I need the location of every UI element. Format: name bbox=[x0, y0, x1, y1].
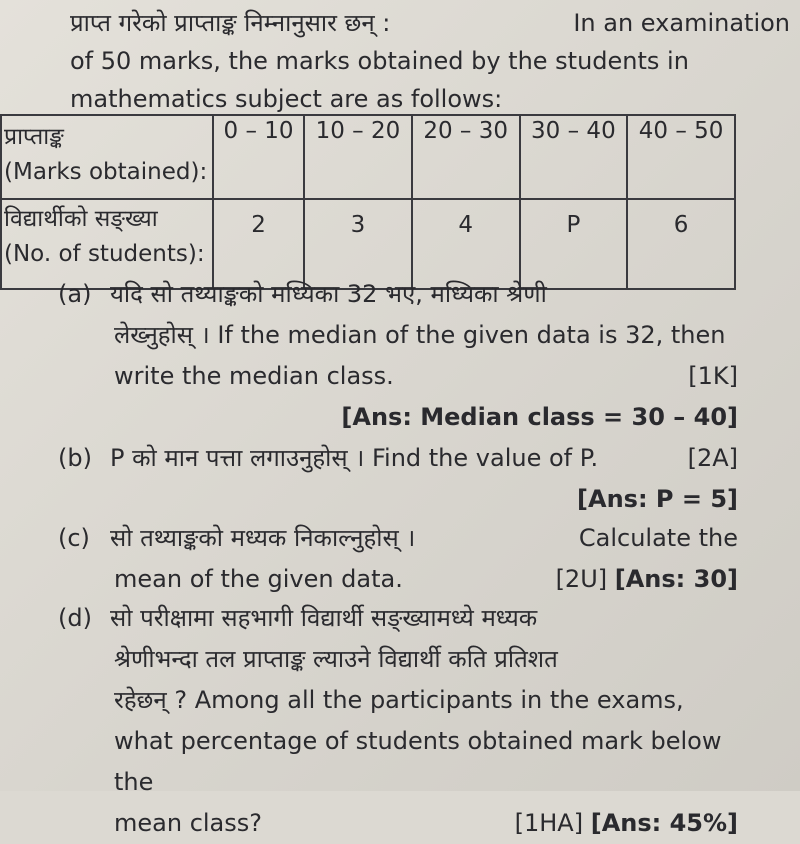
students-cell: P bbox=[520, 199, 628, 289]
question-a bbox=[58, 274, 738, 438]
class-cell: 10 – 20 bbox=[304, 115, 412, 199]
class-cell: 30 – 40 bbox=[520, 115, 628, 199]
class-cell: 0 – 10 bbox=[213, 115, 304, 199]
students-header-english: (No. of students): bbox=[4, 241, 205, 267]
question-a-marks: [1K] bbox=[688, 362, 738, 390]
question-b-label: (b) bbox=[58, 444, 92, 472]
question-c-label: (c) bbox=[58, 524, 90, 552]
question-b bbox=[58, 438, 738, 520]
students-cell: 6 bbox=[627, 199, 735, 289]
question-d-marks: [1HA] bbox=[514, 809, 584, 837]
question-d-label: (d) bbox=[58, 604, 92, 632]
question-d-line-3: रहेछन् ? Among all the participants in the exams, bbox=[114, 686, 684, 714]
question-b-line-1: P को मान पत्ता लगाउनुहोस् । Find the value of P. bbox=[110, 444, 599, 472]
question-b-marks: [2A] bbox=[687, 444, 738, 472]
question-b-answer: [Ans: P = 5] bbox=[577, 485, 738, 513]
question-a-line-2: लेख्नुहोस् । If the median of the given data is 32, then bbox=[114, 321, 726, 349]
question-c bbox=[58, 518, 738, 600]
marks-header-cell bbox=[1, 115, 213, 199]
question-c-line-1-nepali: सो तथ्याङ्कको मध्यक निकाल्नुहोस् । bbox=[110, 524, 416, 552]
marks-header-english: (Marks obtained): bbox=[4, 159, 208, 185]
question-c-line-2: mean of the given data. bbox=[114, 565, 403, 593]
question-d-answer: [Ans: 45%] bbox=[590, 809, 738, 837]
intro-nepali: प्राप्त गरेको प्राप्ताङ्क निम्नानुसार छन् : bbox=[70, 9, 391, 37]
problem-statement bbox=[70, 4, 790, 118]
frequency-table bbox=[0, 114, 736, 290]
table-row-marks bbox=[1, 115, 735, 199]
students-cell: 4 bbox=[412, 199, 520, 289]
question-a-line-3: write the median class. bbox=[114, 362, 394, 390]
question-c-answer: [Ans: 30] bbox=[614, 565, 738, 593]
students-header-nepali: विद्यार्थीको सङ्ख्या bbox=[4, 206, 158, 232]
question-d-line-4: what percentage of students obtained mark below the bbox=[114, 727, 722, 796]
question-d-line-1: सो परीक्षामा सहभागी विद्यार्थी सङ्ख्यामध्ये मध्यक bbox=[110, 604, 538, 632]
question-a-label: (a) bbox=[58, 280, 92, 308]
question-a-line-1: यदि सो तथ्याङ्कको मध्यिका 32 भए, मध्यिका श्रेणी bbox=[110, 280, 547, 308]
question-d-line-5: mean class? bbox=[114, 809, 263, 837]
intro-line-2: of 50 marks, the marks obtained by the students in bbox=[70, 47, 689, 75]
question-c-line-1-english: Calculate the bbox=[578, 524, 738, 552]
students-cell: 3 bbox=[304, 199, 412, 289]
question-d bbox=[58, 598, 738, 844]
marks-header-nepali: प्राप्ताङ्क bbox=[4, 124, 64, 150]
intro-line-3: mathematics subject are as follows: bbox=[70, 85, 503, 113]
question-c-marks: [2U] bbox=[555, 565, 608, 593]
class-cell: 20 – 30 bbox=[412, 115, 520, 199]
question-d-line-2: श्रेणीभन्दा तल प्राप्ताङ्क ल्याउने विद्यार्थी कति प्रतिशत bbox=[114, 645, 558, 673]
class-cell: 40 – 50 bbox=[627, 115, 735, 199]
students-cell: 2 bbox=[213, 199, 304, 289]
intro-english: In an examination bbox=[573, 9, 790, 37]
question-a-answer: [Ans: Median class = 30 – 40] bbox=[341, 403, 738, 431]
